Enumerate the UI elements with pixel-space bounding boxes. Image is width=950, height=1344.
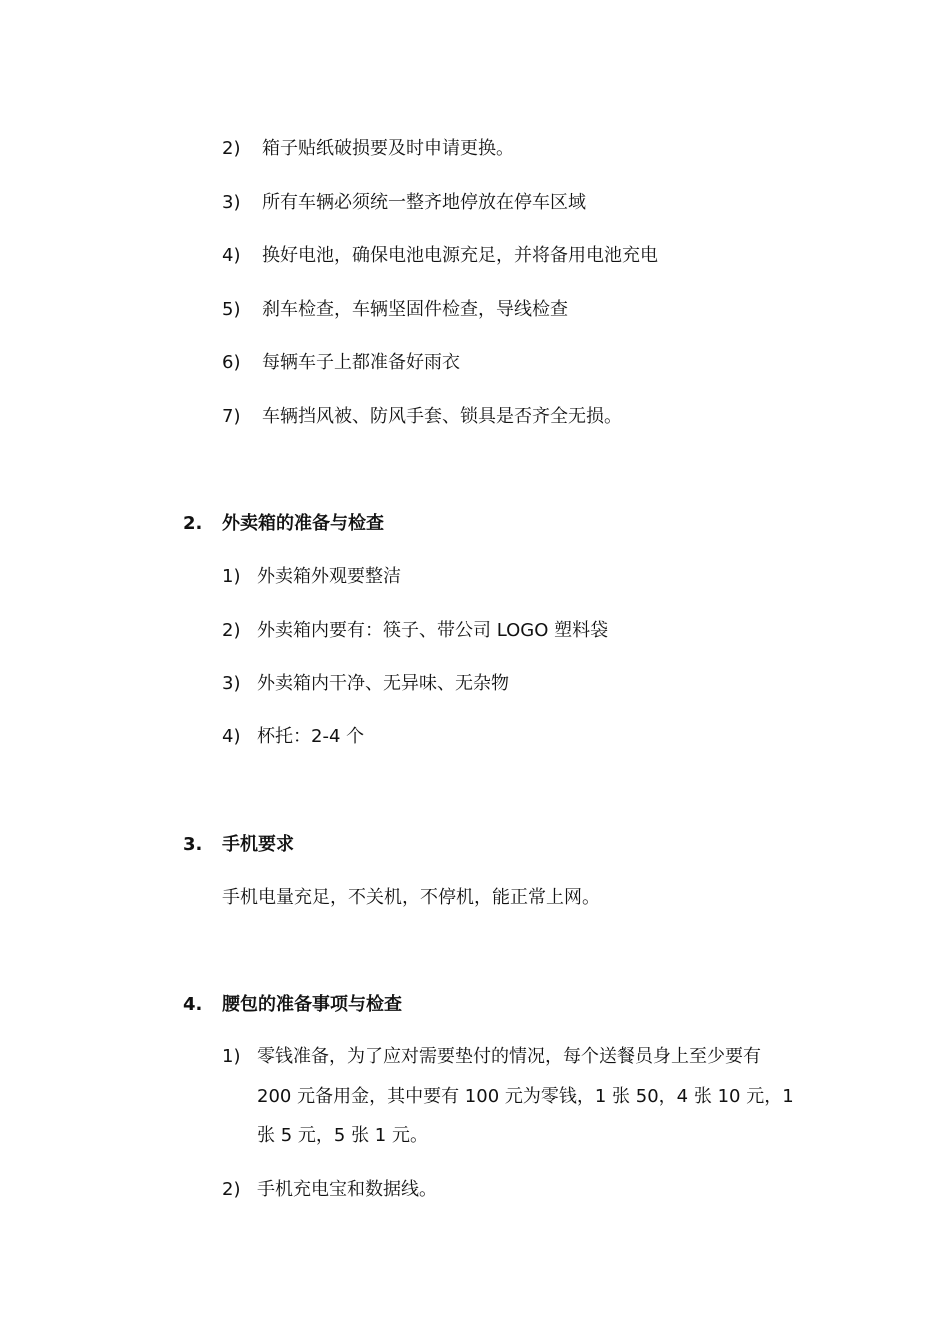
list-item-number: 4) bbox=[222, 245, 241, 266]
list-item-text: 手机充电宝和数据线。 bbox=[257, 1179, 437, 1200]
list-item-text: 外卖箱内干净、无异味、无杂物 bbox=[257, 673, 509, 694]
list-item-text: 箱子贴纸破损要及时申请更换。 bbox=[262, 138, 514, 159]
list-item-text-line: 张 5 元，5 张 1 元。 bbox=[257, 1125, 428, 1146]
list-item-text: 刹车检查，车辆坚固件检查，导线检查 bbox=[262, 299, 568, 320]
list-item-number: 5) bbox=[222, 299, 241, 320]
section-title: 外卖箱的准备与检查 bbox=[222, 513, 384, 534]
list-item-text-line: 零钱准备，为了应对需要垫付的情况，每个送餐员身上至少要有 bbox=[257, 1046, 761, 1067]
list-item-text: 外卖箱内要有：筷子、带公司 LOGO 塑料袋 bbox=[257, 620, 609, 641]
list-item-number: 2) bbox=[222, 1179, 241, 1200]
list-item-number: 6) bbox=[222, 352, 241, 373]
section-number: 3. bbox=[183, 834, 203, 855]
list-item-text: 换好电池，确保电池电源充足，并将备用电池充电 bbox=[262, 245, 658, 266]
list-item-text: 所有车辆必须统一整齐地停放在停车区域 bbox=[262, 192, 586, 213]
list-item-number: 1) bbox=[222, 566, 241, 587]
list-item-number: 2) bbox=[222, 138, 241, 159]
paragraph: 手机电量充足，不关机，不停机，能正常上网。 bbox=[222, 887, 600, 908]
list-item-number: 4) bbox=[222, 726, 241, 747]
section-number: 4. bbox=[183, 994, 203, 1015]
list-item-number: 7) bbox=[222, 406, 241, 427]
section-title: 腰包的准备事项与检查 bbox=[222, 994, 402, 1015]
list-item-text: 外卖箱外观要整洁 bbox=[257, 566, 401, 587]
list-item-number: 3) bbox=[222, 192, 241, 213]
list-item-number: 3) bbox=[222, 673, 241, 694]
section-number: 2. bbox=[183, 513, 203, 534]
list-item-text: 车辆挡风被、防风手套、锁具是否齐全无损。 bbox=[262, 406, 622, 427]
list-item-text: 杯托：2-4 个 bbox=[257, 726, 365, 747]
list-item-text: 每辆车子上都准备好雨衣 bbox=[262, 352, 460, 373]
section-title: 手机要求 bbox=[222, 834, 294, 855]
list-item-number: 1) bbox=[222, 1046, 241, 1067]
list-item-number: 2) bbox=[222, 620, 241, 641]
list-item-text-line: 200 元备用金，其中要有 100 元为零钱，1 张 50，4 张 10 元，1 bbox=[257, 1086, 794, 1107]
